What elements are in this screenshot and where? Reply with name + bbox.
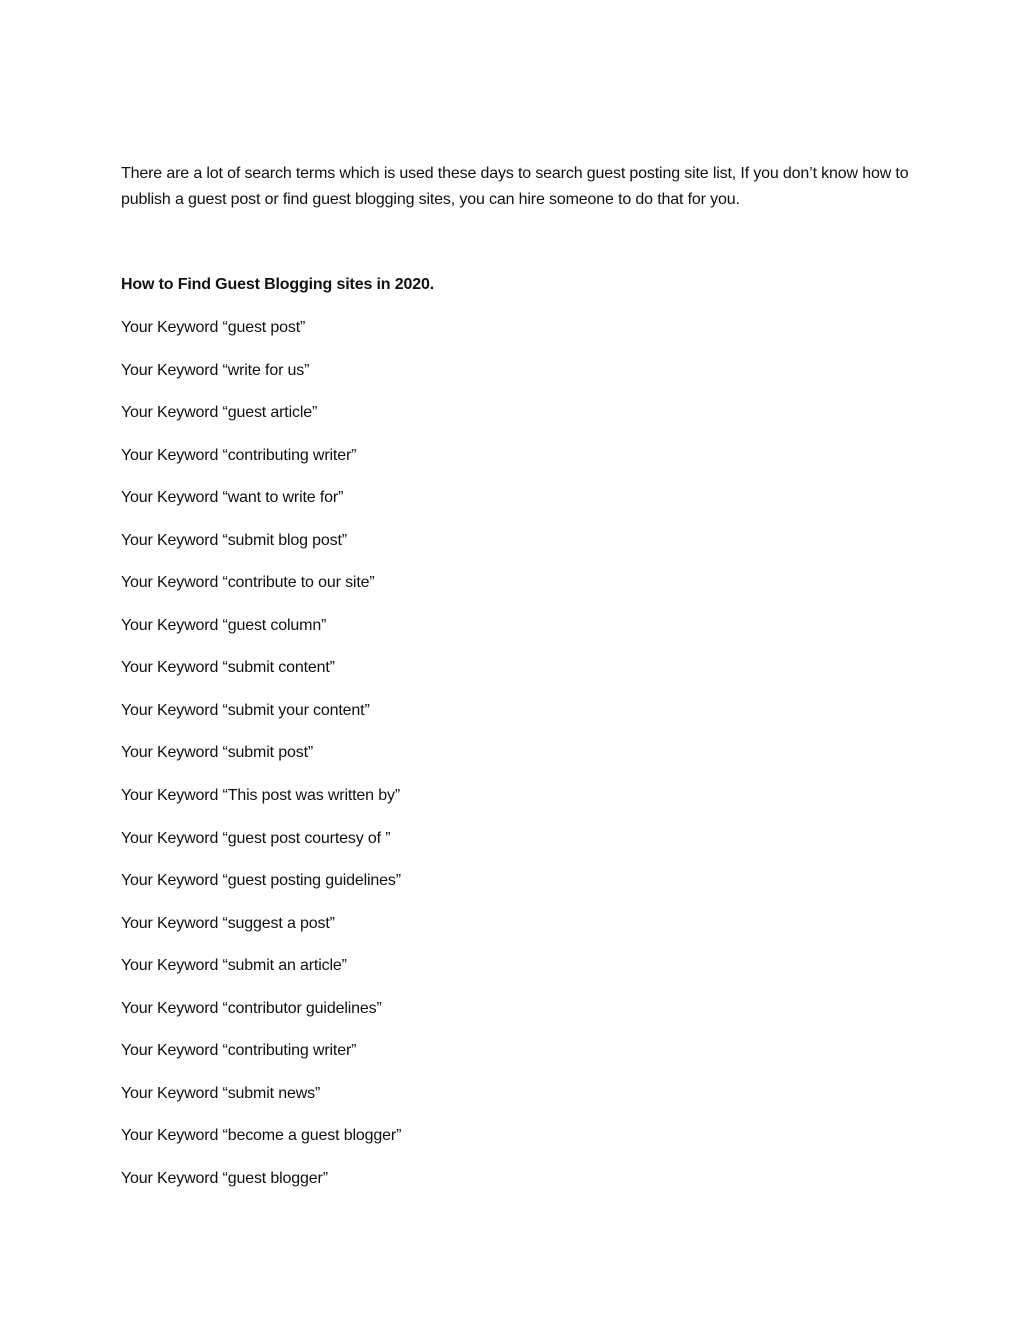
keyword-item: Your Keyword “become a guest blogger” — [121, 1127, 402, 1145]
keyword-item: Your Keyword “contribute to our site” — [121, 574, 375, 592]
keyword-item: Your Keyword “write for us” — [121, 361, 310, 379]
keyword-item: Your Keyword “guest column” — [121, 616, 327, 634]
keyword-item: Your Keyword “submit news” — [121, 1084, 321, 1102]
keyword-item: Your Keyword “guest post courtesy of ” — [121, 829, 391, 847]
keyword-item: Your Keyword “submit content” — [121, 659, 335, 677]
keyword-item: Your Keyword “submit your content” — [121, 701, 370, 719]
keyword-item: Your Keyword “want to write for” — [121, 489, 344, 507]
keyword-list — [121, 318, 401, 1211]
keyword-item: Your Keyword “contributing writer” — [121, 1042, 357, 1060]
keyword-item: Your Keyword “guest article” — [121, 404, 318, 422]
keyword-item: Your Keyword “submit post” — [121, 744, 314, 762]
keyword-item: Your Keyword “submit blog post” — [121, 531, 347, 549]
keyword-item: Your Keyword “guest posting guidelines” — [121, 872, 401, 890]
keyword-item: Your Keyword “guest post” — [121, 319, 306, 336]
keyword-item: Your Keyword “contributing writer” — [121, 446, 357, 464]
keyword-item: Your Keyword “submit an article” — [121, 957, 347, 975]
keyword-item: Your Keyword “contributor guidelines” — [121, 999, 382, 1017]
intro-paragraph: There are a lot of search terms which is used these days to search guest posting site list, If you don’t know how to publish a guest post or find guest blogging sites, you can hire someone to do that for you. — [121, 165, 909, 208]
keyword-item: Your Keyword “This post was written by” — [121, 787, 401, 805]
section-heading: How to Find Guest Blogging sites in 2020. — [121, 276, 434, 293]
keyword-item: Your Keyword “guest blogger” — [121, 1169, 328, 1187]
keyword-item: Your Keyword “suggest a post” — [121, 914, 335, 932]
